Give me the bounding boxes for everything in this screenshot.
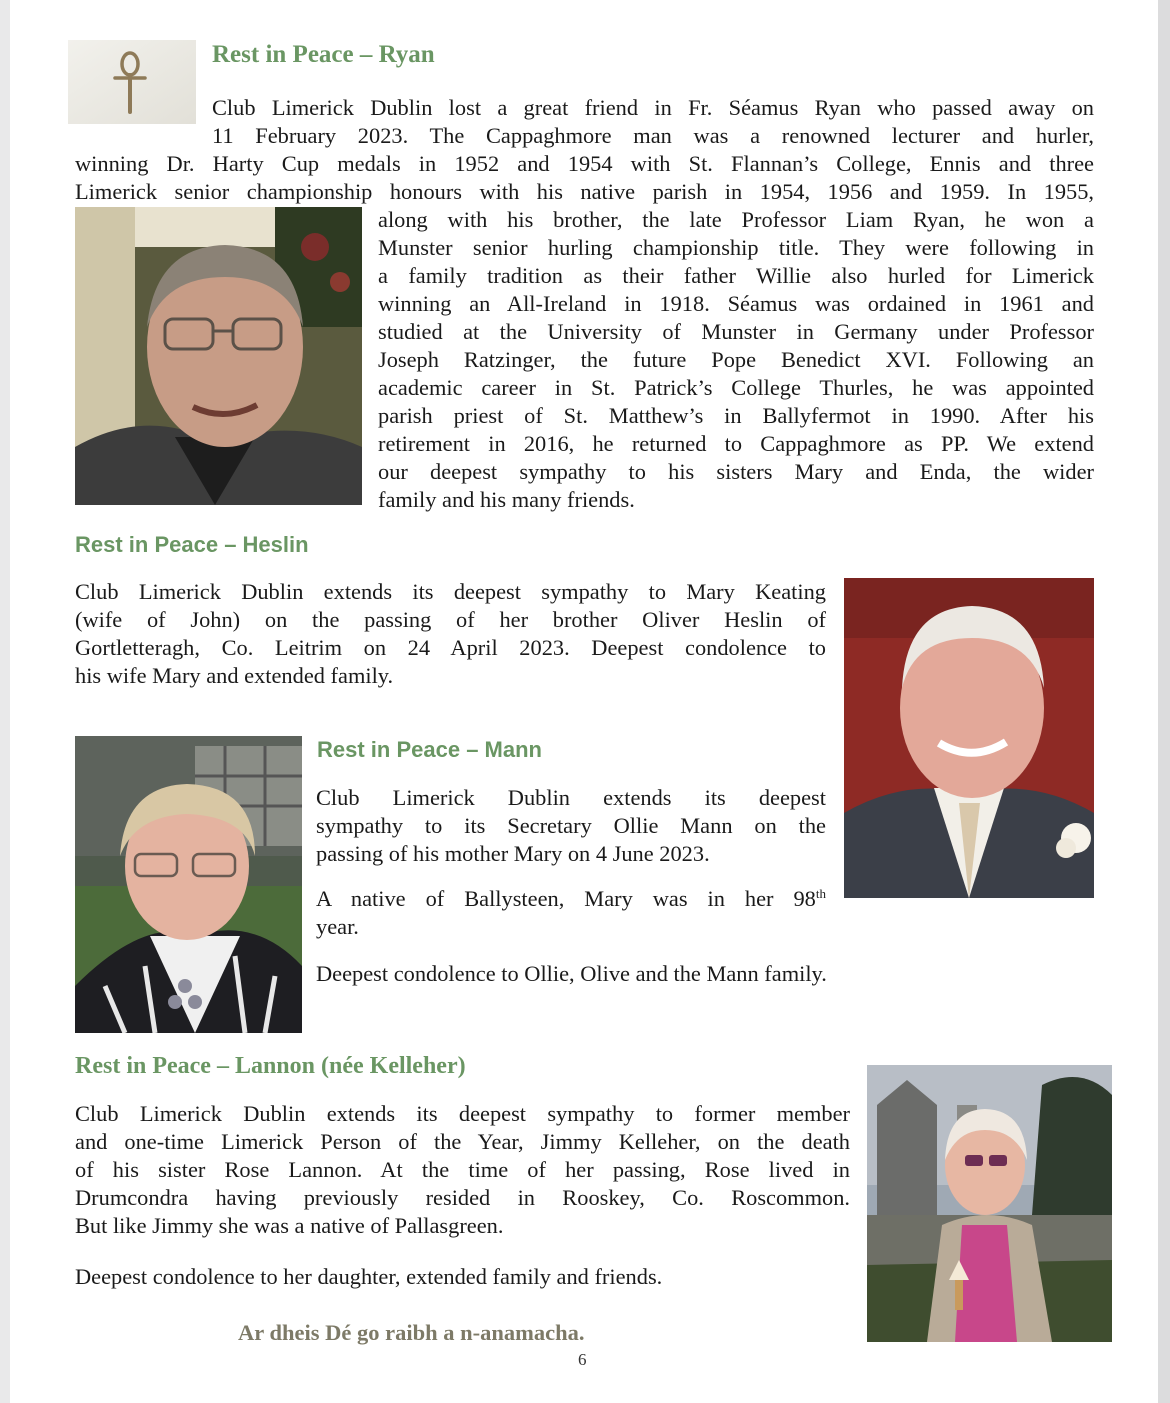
ryan-line: winning an All-Ireland in 1918. Séamus was ordained in 1961 and <box>378 291 1094 316</box>
ryan-line: our deepest sympathy to his sisters Mary and Enda, the wider <box>378 459 1094 484</box>
heslin-line: (wife of John) on the passing of her brother Oliver Heslin of <box>75 607 826 632</box>
lannon-portrait-photo <box>867 1065 1112 1342</box>
ryan-line: Limerick senior championship honours with his native parish in 1954, 1956 and 1959. In 1955, <box>75 179 1094 204</box>
ryan-text-wrap <box>378 206 1094 514</box>
lannon-text <box>75 1100 850 1240</box>
mann-line <box>316 885 826 913</box>
page-edge <box>1158 0 1170 1403</box>
ryan-portrait-photo <box>75 207 362 505</box>
ryan-text-top <box>212 94 1094 150</box>
ryan-line: a family tradition as their father Willie also hurled for Limerick <box>378 263 1094 288</box>
ryan-line: academic career in St. Patrick’s College Thurles, he was appointed <box>378 375 1094 400</box>
mann-line: passing of his mother Mary on 4 June 2023. <box>316 841 710 866</box>
ryan-line: along with his brother, the late Professor Liam Ryan, he won a <box>378 207 1094 232</box>
heslin-heading: Rest in Peace – Heslin <box>75 532 309 557</box>
mann-line: sympathy to its Secretary Ollie Mann on the <box>316 813 826 838</box>
mann-heading: Rest in Peace – Mann <box>317 737 542 762</box>
mann-line: Club Limerick Dublin extends its deepest <box>316 785 826 810</box>
heslin-line: his wife Mary and extended family. <box>75 663 394 688</box>
ryan-text-full <box>75 150 1094 206</box>
mann-portrait-photo <box>75 736 302 1033</box>
mann-line-text: A native of Ballysteen, Mary was in her 98 <box>316 886 816 911</box>
mann-line: year. <box>316 914 359 939</box>
ryan-line: studied at the University of Munster in Germany under Professor <box>378 319 1094 344</box>
heslin-portrait-photo <box>844 578 1094 898</box>
lannon-line: Drumcondra having previously resided in Rooskey, Co. Roscommon. <box>75 1185 850 1210</box>
closing-blessing: Ar dheis Dé go raibh a n-anamacha. <box>238 1320 585 1345</box>
ordinal-suffix: th <box>815 886 826 901</box>
ryan-line: winning Dr. Harty Cup medals in 1952 and 1954 with St. Flannan’s College, Ennis and three <box>75 151 1094 176</box>
mann-text-p2 <box>316 885 826 941</box>
ryan-line: Joseph Ratzinger, the future Pope Benedict XVI. Following an <box>378 347 1094 372</box>
ankh-icon <box>68 40 196 124</box>
ryan-line: Club Limerick Dublin lost a great friend in Fr. Séamus Ryan who passed away on <box>212 95 1094 120</box>
heslin-line: Gortletteragh, Co. Leitrim on 24 April 2023. Deepest condolence to <box>75 635 826 660</box>
mann-line: Deepest condolence to Ollie, Olive and the Mann family. <box>316 961 827 986</box>
lannon-line: of his sister Rose Lannon. At the time of her passing, Rose lived in <box>75 1157 850 1182</box>
ryan-line: parish priest of St. Matthew’s in Ballyfermot in 1990. After his <box>378 403 1094 428</box>
mann-text-p3 <box>316 960 956 988</box>
ryan-line: retirement in 2016, he returned to Cappaghmore as PP. We extend <box>378 431 1094 456</box>
ryan-line: 11 February 2023. The Cappaghmore man was a renowned lecturer and hurler, <box>212 123 1094 148</box>
lannon-line: Club Limerick Dublin extends its deepest sympathy to former member <box>75 1101 850 1126</box>
lannon-heading: Rest in Peace – Lannon (née Kelleher) <box>75 1053 466 1079</box>
heslin-line: Club Limerick Dublin extends its deepest sympathy to Mary Keating <box>75 579 826 604</box>
ryan-line: family and his many friends. <box>378 487 635 512</box>
heslin-text <box>75 578 826 690</box>
lannon-text-p2 <box>75 1263 850 1291</box>
page-number: 6 <box>578 1350 587 1369</box>
ryan-heading: Rest in Peace – Ryan <box>212 41 435 68</box>
mann-text <box>316 784 826 868</box>
lannon-line: But like Jimmy she was a native of Pallasgreen. <box>75 1213 504 1238</box>
lannon-line: Deepest condolence to her daughter, extended family and friends. <box>75 1264 663 1289</box>
ryan-line: Munster senior hurling championship title. They were following in <box>378 235 1094 260</box>
lannon-line: and one-time Limerick Person of the Year, Jimmy Kelleher, on the death <box>75 1129 850 1154</box>
